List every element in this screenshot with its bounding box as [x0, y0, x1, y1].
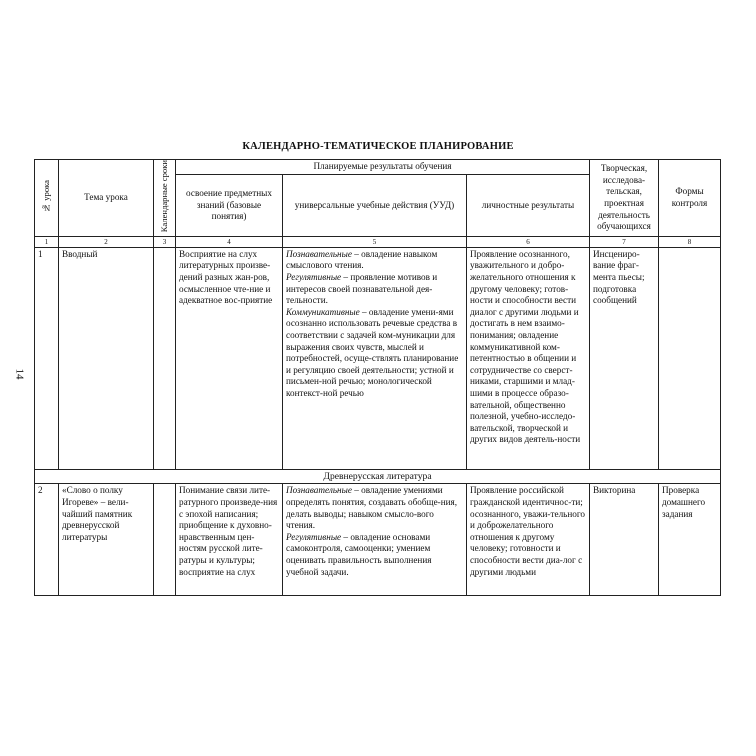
header-lesson-number: № урока: [35, 160, 59, 237]
lesson-number: 2: [35, 484, 59, 596]
column-number: 2: [59, 236, 154, 247]
creative-activity: Викторина: [590, 484, 659, 596]
header-personal-results: личностные результаты: [467, 175, 590, 237]
header-subject-knowledge: освоение предметных знаний (базовые понятия): [176, 175, 283, 237]
column-number: 8: [659, 236, 721, 247]
header-control-forms: Формы контроля: [659, 160, 721, 237]
uud-label: Познавательные: [286, 248, 352, 259]
control-form: Проверка домашнего задания: [659, 484, 721, 596]
lesson-dates: [154, 484, 176, 596]
header-topic: Тема урока: [59, 160, 154, 237]
lesson-dates: [154, 247, 176, 469]
subject-results: Понимание связи лите-ратурного произведе-ния с эпохой написания; приобщение к духовно-нравственным цен-ностям русской лите-ратуры и культуры; восприятие на слух: [176, 484, 283, 596]
column-number: 5: [283, 236, 467, 247]
column-number: 4: [176, 236, 283, 247]
uud-text: – овладение навыком смыслового чтения.: [286, 248, 438, 271]
control-form: [659, 247, 721, 469]
uud-label: Регулятивные: [286, 272, 342, 282]
personal-results: Проявление российской гражданской идентичнос-ти; осознанного, уважи-тельного и доброжелательного отношения к другому человеку; готовности и способности вести диа-лог с другими людьми: [467, 484, 590, 596]
table-row: [35, 247, 721, 469]
uud-label: Познавательные: [286, 485, 352, 496]
uud-text: – овладение умениями определять понятия, создавать обобще-ния, делать выводы; навыком смысло-вого чтения.: [286, 485, 458, 531]
lesson-topic: «Слово о полку Игореве» – вели-чайший памятник древнерусской литературы: [59, 484, 154, 596]
page-title: КАЛЕНДАРНО-ТЕМАТИЧЕСКОЕ ПЛАНИРОВАНИЕ: [242, 141, 514, 152]
section-row: [35, 469, 721, 484]
uud-results: [283, 247, 467, 469]
lesson-topic: Вводный: [59, 247, 154, 469]
header-uud: универсальные учебные действия (УУД): [283, 175, 467, 237]
uud-label: Коммуникативные: [286, 306, 360, 317]
header-planned-results: Планируемые результаты обучения: [176, 160, 590, 175]
lesson-number: 1: [35, 247, 59, 469]
subject-results: Восприятие на слух литературных произве-дений разных жан-ров, осмысленное чте-ние и адекватное вос-приятие: [176, 247, 283, 469]
table-row: [35, 484, 721, 596]
uud-results: [283, 484, 467, 596]
personal-results: Проявление осознанного, уважительного и добро-желательного отношения к другому человеку; готов-ности и способности вести диалог с другими людьми и достигать в нем взаимо-понимания; овладение коммуникативной ком-петентностью в общении и сотрудничестве со сверст-никами, старшими и млад-шими в процессе образо-вательной, общественно полезной, учебно-исследо-вательской, творческой и других видов деятель-ности: [467, 247, 590, 469]
header-creative-activity: Творческая, исследова-тельская, проектная деятельность обучающихся: [590, 160, 659, 237]
column-number: 6: [467, 236, 590, 247]
page-number: 14: [13, 368, 26, 380]
planning-table: [34, 159, 721, 596]
uud-text: – овладение умени-ями осознанно использовать речевые средства в соответствии с задачей ком-муникации для выражения своих чувств, мыслей и потребностей, осуще-ствлять планирование и регуляцию своей деятельности; устной и письмен-ной речью; монологической контекст-ной речью: [286, 306, 459, 398]
column-number: 3: [154, 236, 176, 247]
uud-text: – овладение основами самоконтроля, самооценки; умением оценивать правильность выполнения учебной задачи.: [286, 531, 432, 577]
column-numbers-row: [35, 236, 721, 247]
creative-activity: Инсцениро-вание фраг-мента пьесы; подготовка сообщений: [590, 247, 659, 469]
column-number: 7: [590, 236, 659, 247]
section-title: Древнерусская литература: [35, 469, 721, 484]
column-number: 1: [35, 236, 59, 247]
header-dates: Календарные сроки: [154, 160, 176, 237]
uud-label: Регулятивные: [286, 531, 342, 542]
uud-text: – проявление мотивов и интересов своей познавательной дея-тельности.: [286, 272, 438, 306]
